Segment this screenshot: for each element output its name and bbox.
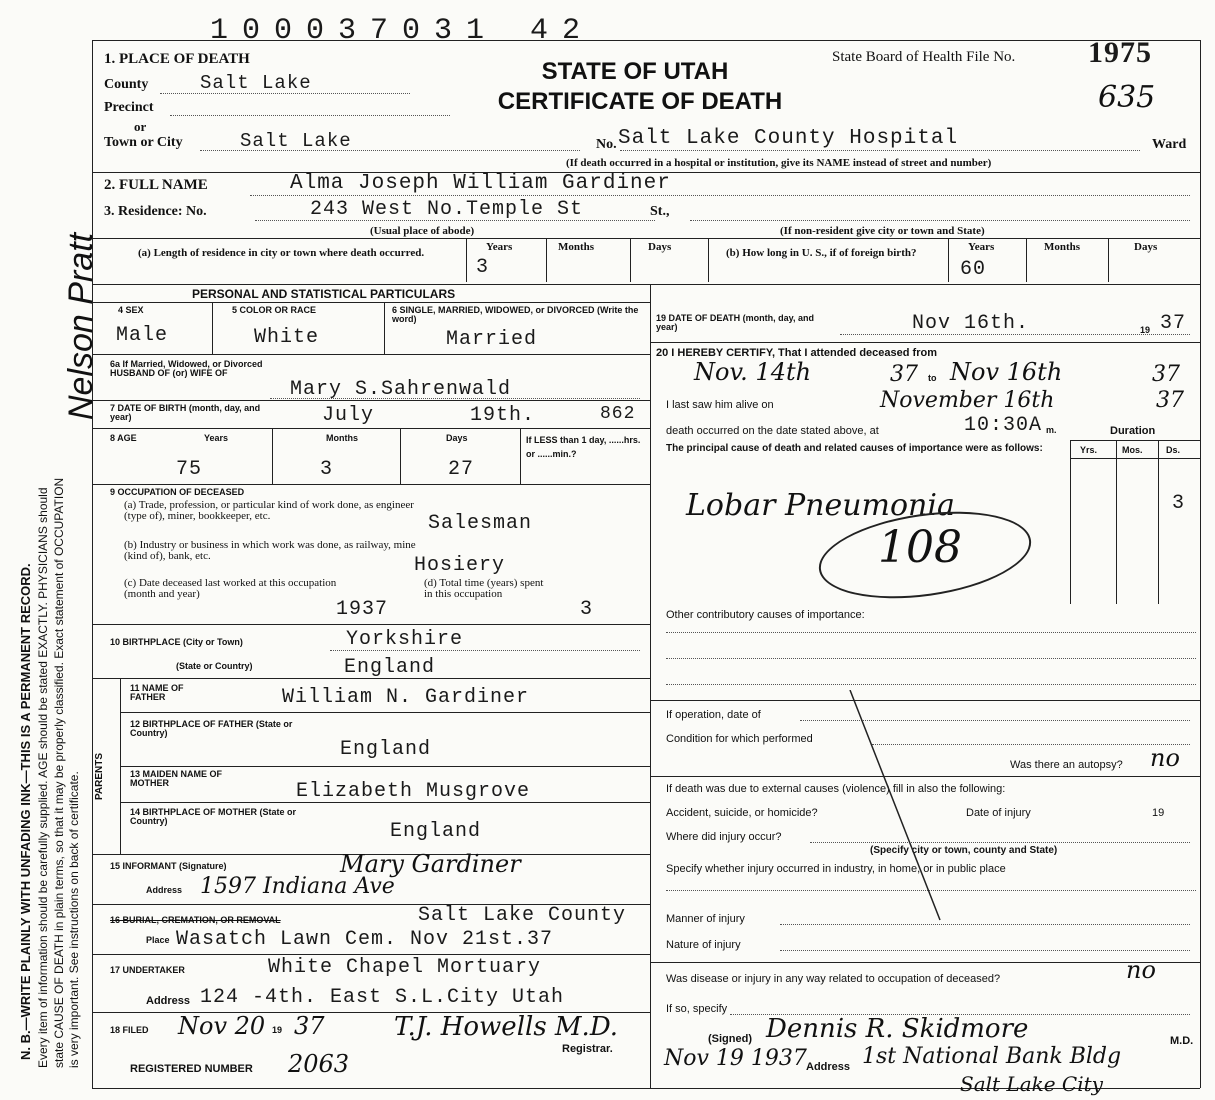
certify-label: 20 I HEREBY CERTIFY, That I attended deceased from bbox=[656, 347, 937, 359]
age-days-value: 27 bbox=[448, 458, 475, 481]
margin-handwriting: Nelson Pratt bbox=[62, 232, 100, 420]
undertaker-address: 124 -4th. East S.L.City Utah bbox=[200, 986, 565, 1009]
cause-days: 3 bbox=[1172, 492, 1186, 515]
marital-value: Married bbox=[446, 328, 538, 351]
res-years-header: Years bbox=[486, 241, 513, 253]
mother-name-value: Elizabeth Musgrove bbox=[296, 780, 531, 803]
res-days-header: Days bbox=[648, 241, 672, 253]
mos-header: Mos. bbox=[1122, 445, 1143, 455]
precinct-label: Precinct bbox=[104, 100, 154, 115]
occupation-a-value: Salesman bbox=[428, 512, 533, 535]
personal-heading: PERSONAL AND STATISTICAL PARTICULARS bbox=[192, 287, 456, 301]
date-of-death-label: 19 DATE OF DEATH (month, day, and year) bbox=[656, 313, 815, 332]
filed-year-prefix: 19 bbox=[272, 1025, 283, 1035]
full-name-value: Alma Joseph William Gardiner bbox=[290, 172, 671, 195]
date-of-death-value: Nov 16th. bbox=[912, 312, 1030, 335]
burial-label: 16 BURIAL, CREMATION, OR REMOVAL bbox=[110, 915, 281, 925]
dob-year: 862 bbox=[600, 404, 636, 424]
age-label: 8 AGE bbox=[110, 433, 137, 443]
cause-label: The principal cause of death and related causes of importance were as follows: bbox=[666, 443, 1043, 454]
occupation-related-label: Was disease or injury in any way related to occupation of deceased? bbox=[666, 973, 1001, 985]
cancel-stroke bbox=[840, 690, 960, 930]
physician-address-1: 1st National Bank Bldg bbox=[862, 1044, 1122, 1069]
cause-value: Lobar Pneumonia bbox=[686, 488, 955, 523]
instructions-line-3: is very important. See instructions on back of certificate. bbox=[67, 771, 81, 1068]
attend-to: Nov 16th bbox=[950, 358, 1063, 386]
residence-value: 243 West No.Temple St bbox=[310, 198, 584, 221]
duration-label: Duration bbox=[1110, 425, 1156, 437]
injury-date-label: Date of injury bbox=[966, 807, 1031, 819]
dod-year-prefix: 19 bbox=[1140, 325, 1151, 335]
death-time-value: 10:30A bbox=[964, 414, 1043, 437]
dob-month: July bbox=[322, 404, 375, 427]
occupation-c-value: 1937 bbox=[336, 598, 389, 621]
permanent-record-notice: N. B.—WRITE PLAINLY WITH UNFADING INK—THIS IS A PERMANENT RECORD. bbox=[18, 563, 33, 1060]
informant-address: 1597 Indiana Ave bbox=[200, 874, 395, 899]
instructions-line-2: state CAUSE OF DEATH in plain terms, so that it may be properly classified. Exact statement of OCCUPATION bbox=[52, 477, 66, 1068]
father-name-label: 11 NAME OF FATHER bbox=[130, 683, 184, 702]
occupation-label: 9 OCCUPATION OF DECEASED bbox=[110, 487, 245, 497]
nature-injury-label: Nature of injury bbox=[666, 939, 741, 951]
full-name-label: 2. FULL NAME bbox=[104, 177, 208, 193]
occupation-b-label: (b) Industry or business in which work was done, as railway, mine (kind of), bank, etc. bbox=[124, 539, 416, 562]
filed-date: Nov 20 bbox=[178, 1012, 266, 1040]
hospital-note: (If death occurred in a hospital or institution, give its NAME instead of street and number) bbox=[566, 157, 992, 169]
mother-birth-label: 14 BIRTHPLACE OF MOTHER (State or Country) bbox=[130, 807, 297, 826]
file-number: 1975 bbox=[1088, 36, 1152, 69]
filed-year: 37 bbox=[294, 1012, 325, 1040]
occupation-c-label: (c) Date deceased last worked at this occupation (month and year) bbox=[124, 577, 337, 600]
age-years-header: Years bbox=[204, 433, 229, 443]
us-months-header: Months bbox=[1044, 241, 1081, 253]
spouse-label: 6a If Married, Widowed, or Divorced HUSBAND OF (or) WIFE OF bbox=[110, 359, 263, 378]
informant-address-label: Address bbox=[146, 885, 183, 895]
sex-label: 4 SEX bbox=[118, 305, 144, 315]
external-causes-label: If death was due to external causes (violence) fill in also the following: bbox=[666, 783, 1006, 795]
mother-name-label: 13 MAIDEN NAME OF MOTHER bbox=[130, 769, 223, 788]
registered-number: 2063 bbox=[288, 1050, 350, 1078]
filed-label: 18 FILED bbox=[110, 1025, 149, 1035]
serial-number: 100037031 42 bbox=[210, 14, 595, 48]
ds-header: Ds. bbox=[1166, 445, 1181, 455]
physician-address-2: Salt Lake City bbox=[960, 1072, 1103, 1096]
operation-label: If operation, date of bbox=[666, 709, 761, 721]
us-years-header: Years bbox=[968, 241, 995, 253]
age-years-value: 75 bbox=[176, 458, 203, 481]
age-days-header: Days bbox=[446, 433, 468, 443]
last-saw-year: 37 bbox=[1156, 388, 1184, 413]
injury-year-label: 19 bbox=[1152, 807, 1165, 819]
non-resident-note: (If non-resident give city or town and State) bbox=[780, 225, 985, 237]
death-time-label: death occurred on the date stated above, at bbox=[666, 425, 879, 437]
burial-place-label: Place bbox=[146, 935, 170, 945]
m-label: m. bbox=[1046, 425, 1057, 435]
dob-day: 19th. bbox=[470, 404, 536, 427]
county-value: Salt Lake bbox=[200, 72, 312, 94]
undertaker-label: 17 UNDERTAKER bbox=[110, 965, 185, 975]
usual-abode-note: (Usual place of abode) bbox=[370, 225, 475, 237]
us-days-header: Days bbox=[1134, 241, 1158, 253]
us-years-value: 60 bbox=[960, 258, 987, 281]
manner-injury-label: Manner of injury bbox=[666, 913, 745, 925]
birthplace-country: England bbox=[344, 656, 436, 679]
birthplace-city: Yorkshire bbox=[346, 628, 464, 651]
sex-value: Male bbox=[116, 324, 169, 347]
state-title: STATE OF UTAH bbox=[541, 58, 729, 85]
attend-from: Nov. 14th bbox=[694, 358, 812, 386]
age-months-value: 3 bbox=[320, 458, 334, 481]
us-residence-label: (b) How long in U. S., if of foreign birth? bbox=[726, 247, 917, 259]
hospital-value: Salt Lake County Hospital bbox=[618, 127, 959, 150]
occupation-d-value: 3 bbox=[580, 598, 594, 621]
color-value: White bbox=[254, 326, 320, 349]
res-years-value: 3 bbox=[476, 256, 490, 279]
street-no-label: No. bbox=[596, 137, 617, 152]
if-so-label: If so, specify bbox=[666, 1003, 728, 1015]
condition-label: Condition for which performed bbox=[666, 733, 813, 745]
undertaker-value: White Chapel Mortuary bbox=[268, 956, 542, 979]
or-label: or bbox=[134, 119, 147, 134]
signed-label: (Signed) bbox=[708, 1033, 752, 1045]
town-label: Town or City bbox=[104, 135, 183, 150]
occupation-related-value: no bbox=[1126, 956, 1156, 984]
burial-line-1: Salt Lake County bbox=[418, 904, 627, 927]
where-injury-label: Where did injury occur? bbox=[666, 831, 782, 843]
cause-code: 108 bbox=[878, 522, 962, 573]
birthplace-label: 10 BIRTHPLACE (City or Town) bbox=[110, 637, 243, 647]
color-label: 5 COLOR OR RACE bbox=[232, 305, 317, 315]
physician-address-label: Address bbox=[806, 1061, 851, 1073]
physician-signature: Dennis R. Skidmore bbox=[766, 1014, 1029, 1044]
parents-side-label: PARENTS bbox=[94, 752, 105, 800]
last-saw-value: November 16th bbox=[880, 388, 1055, 413]
autopsy-label: Was there an autopsy? bbox=[1010, 759, 1123, 771]
spouse-value: Mary S.Sahrenwald bbox=[290, 378, 512, 401]
registrar-label: Registrar. bbox=[562, 1043, 613, 1055]
place-of-death-label: 1. PLACE OF DEATH bbox=[104, 51, 250, 67]
dod-year: 37 bbox=[1160, 312, 1187, 335]
specify-injury-label: Specify whether injury occurred in industry, in home, or in public place bbox=[666, 863, 1006, 875]
accident-label: Accident, suicide, or homicide? bbox=[666, 807, 818, 819]
mother-birth-value: England bbox=[390, 820, 482, 843]
registrar-signature: T.J. Howells M.D. bbox=[394, 1012, 618, 1042]
birthplace-state-label: (State or Country) bbox=[176, 661, 253, 671]
file-subnumber: 635 bbox=[1098, 80, 1156, 115]
certificate-title: CERTIFICATE OF DEATH bbox=[497, 88, 783, 115]
father-birth-value: England bbox=[340, 738, 432, 761]
ward-label: Ward bbox=[1152, 137, 1187, 152]
attend-to-year: 37 bbox=[1152, 362, 1180, 387]
registered-number-label: REGISTERED NUMBER bbox=[130, 1063, 253, 1075]
last-saw-label: I last saw him alive on bbox=[666, 399, 774, 411]
town-value: Salt Lake bbox=[240, 130, 352, 152]
attend-from-year: 37 bbox=[890, 362, 918, 387]
to-label: to bbox=[928, 373, 937, 383]
age-less-label: If LESS than 1 day, ......hrs. or ......min.? bbox=[526, 435, 641, 459]
yrs-header: Yrs. bbox=[1080, 445, 1098, 455]
sign-date: Nov 19 1937 bbox=[664, 1046, 807, 1071]
age-months-header: Months bbox=[326, 433, 358, 443]
undertaker-address-label: Address bbox=[146, 995, 191, 1007]
file-number-label: State Board of Health File No. bbox=[832, 49, 1016, 65]
informant-signature: Mary Gardiner bbox=[340, 850, 521, 878]
father-birth-label: 12 BIRTHPLACE OF FATHER (State or Country) bbox=[130, 719, 293, 738]
occupation-a-label: (a) Trade, profession, or particular kind of work done, as engineer (type of), miner, bookkeeper, etc. bbox=[124, 499, 414, 522]
length-residence-label: (a) Length of residence in city or town where death occurred. bbox=[138, 247, 425, 259]
instructions-line-1: Every item of information should be carefully supplied. AGE should be stated EXACTLY. PHYSICIANS should bbox=[36, 487, 50, 1068]
autopsy-value: no bbox=[1150, 744, 1180, 772]
county-label: County bbox=[104, 77, 149, 92]
where-injury-note: (Specify city or town, county and State) bbox=[870, 845, 1058, 856]
occupation-b-value: Hosiery bbox=[414, 554, 506, 577]
res-months-header: Months bbox=[558, 241, 595, 253]
marital-label: 6 SINGLE, MARRIED, WIDOWED, or DIVORCED (Write the word) bbox=[392, 305, 639, 324]
other-causes-label: Other contributory causes of importance: bbox=[666, 609, 865, 621]
residence-label: 3. Residence: No. bbox=[104, 204, 207, 219]
md-label: M.D. bbox=[1170, 1035, 1194, 1047]
dob-label: 7 DATE OF BIRTH (month, day, and year) bbox=[110, 403, 261, 422]
informant-label: 15 INFORMANT (Signature) bbox=[110, 861, 227, 871]
burial-line-2: Wasatch Lawn Cem. Nov 21st.37 bbox=[176, 928, 554, 951]
father-name-value: William N. Gardiner bbox=[282, 686, 530, 709]
occupation-d-label: (d) Total time (years) spent in this occupation bbox=[424, 577, 544, 600]
street-suffix-label: St., bbox=[650, 204, 670, 219]
